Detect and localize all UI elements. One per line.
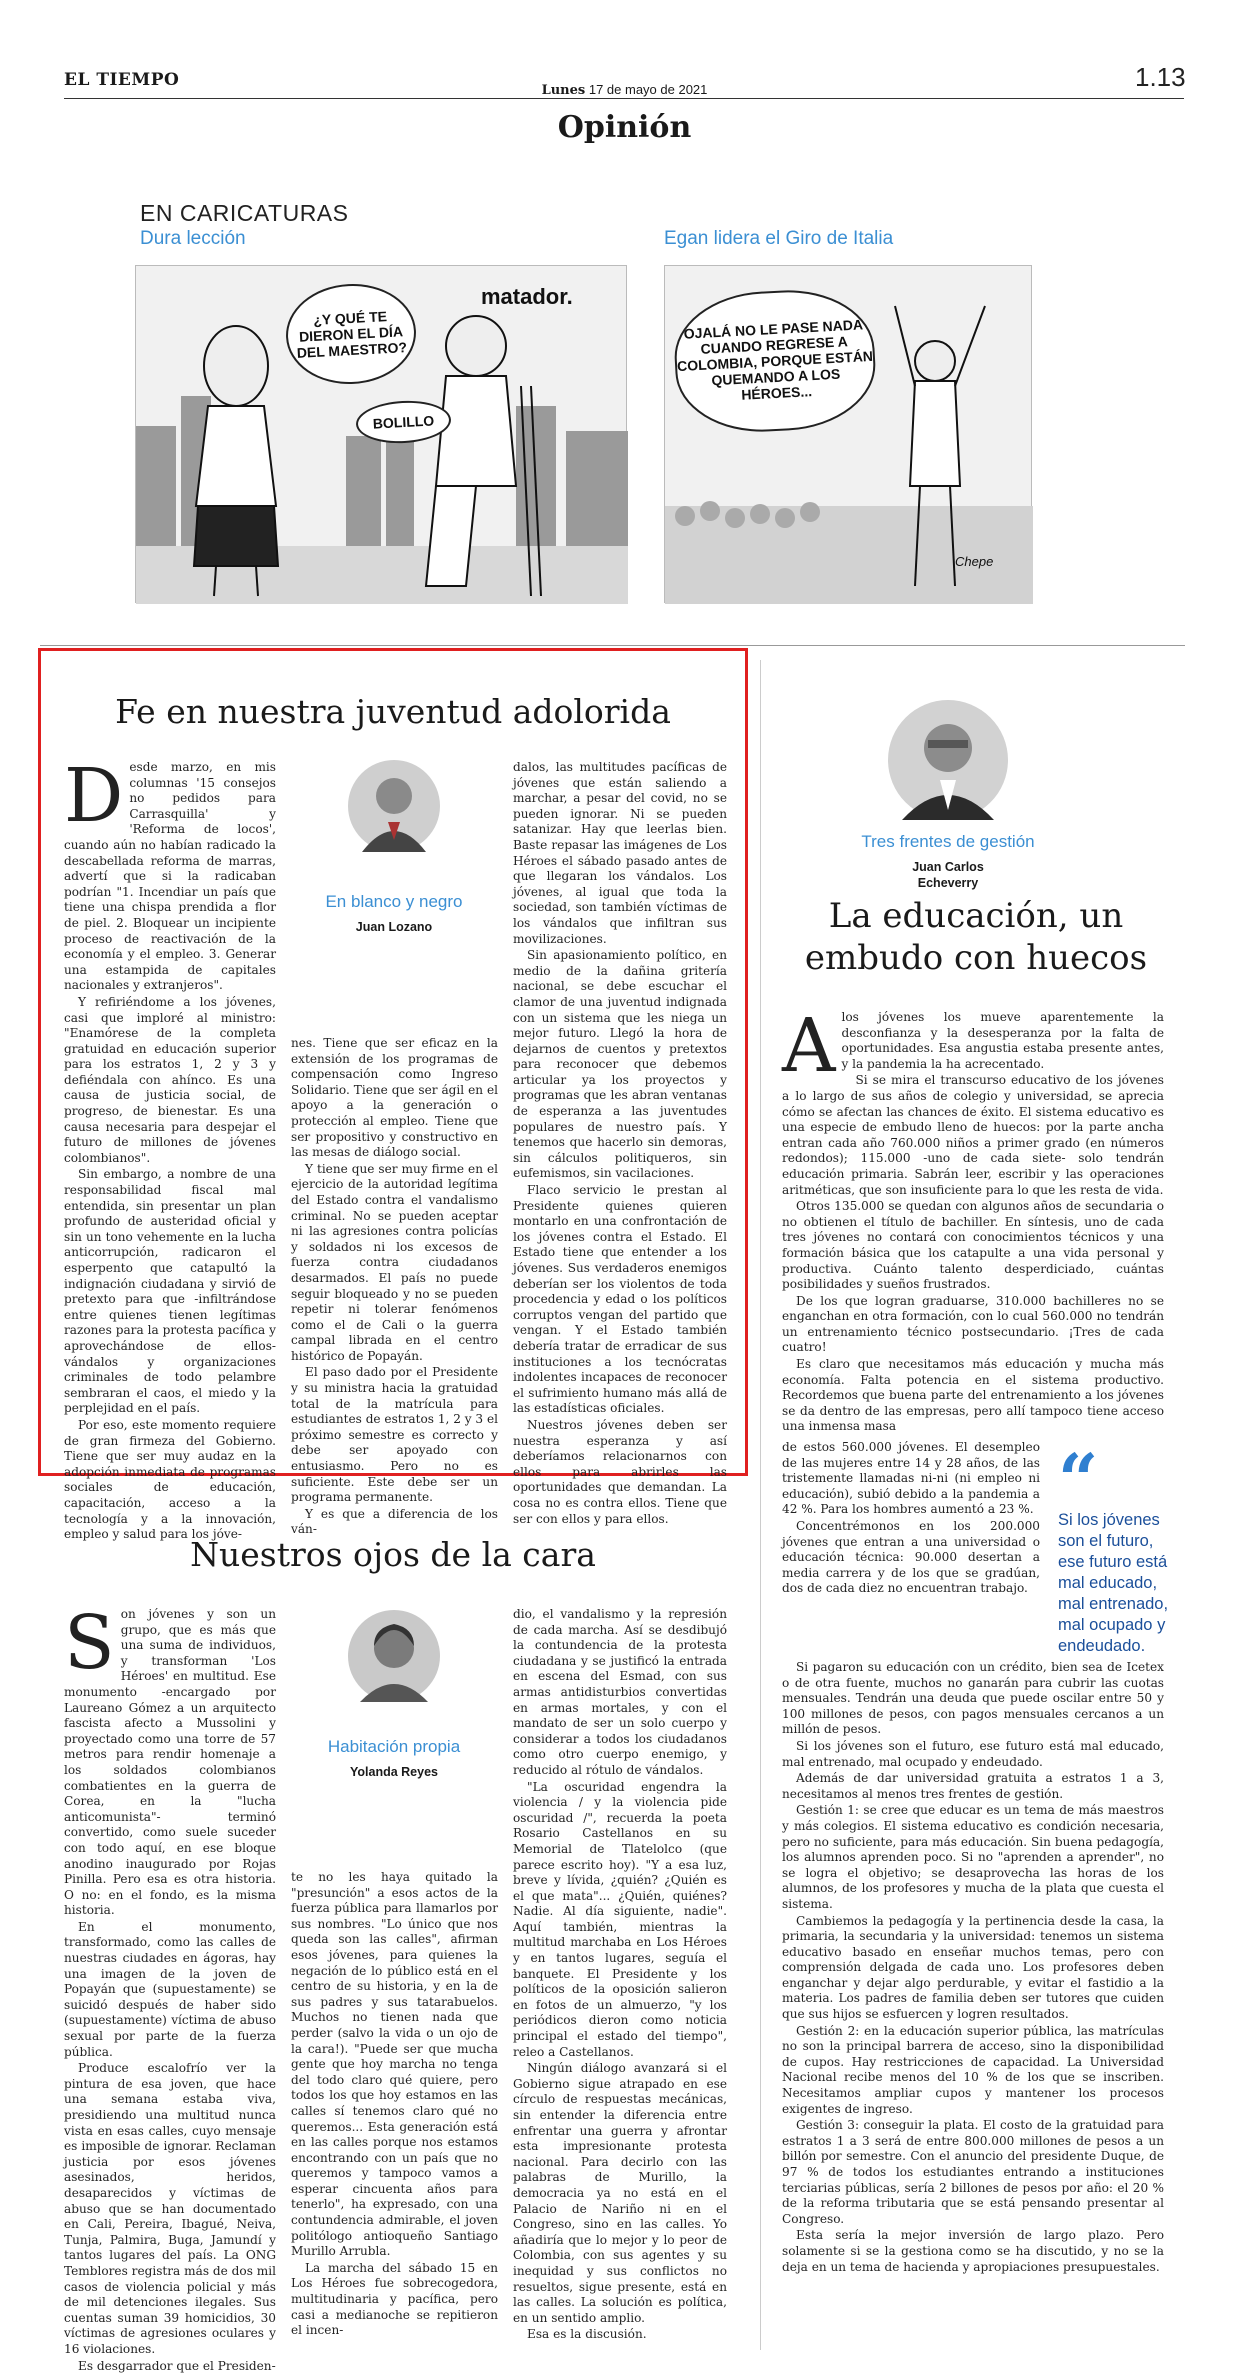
article3-paragraph: Gestión 3: conseguir la plata. El costo de la gratuidad para estratos 1 a 3 será de entre 800.000 millones de pesos a un billón por semestre. Con el anuncio del presidente Duque, de 97 % de todos los estudiantes entrando a instituciones terciarias públicas, sería 2 billones de pesos por año: el 20 % de la reforma tributaria que se está pensando presentar al Congreso. [782,2118,1164,2226]
article1-paragraph: Nuestros jóvenes deben ser nuestra esperanza y así deberíamos relacionarnos con ellos para abrirles las oportunidades que demandan. La cosa no es contra ellos. Tiene que ser con ellos y para ellos. [513,1417,727,1526]
article3-body-top [782,1003,1164,1436]
article3-paragraph: Cambiemos la pedagogía y la pertinencia desde la casa, la primaria, la secundaria y la universidad: tenemos un sistema educativo basado en enseñar muchos temas, pero con comprensión delgada de cada uno. Los profesores deben enganchar y dejar algo perdurable, y evitar el fastidio a la materia. Los padres de familia deben ser tutores que cuiden que sus hijos se esfuercen y logren resultados. [782,1913,1164,2022]
cartoon-left-bubble-answer: BOLILLO [355,399,452,446]
article1-title: Fe en nuestra juventud adolorida [115,692,671,731]
article3-drop-cap: A [782,1003,836,1089]
article3-paragraph: Gestión 2: en la educación superior pública, las matrículas no son la principal barrera de acceso, sino la disponibilidad de cupos. Hay restricciones de capacidad. La Universidad Nacional recibe menos del 10 % de los que se inscriben. Necesitamos ampliar cupos y mantener los procesos exigentes de ingreso. [782,2023,1164,2116]
article3-author-first: Juan Carlos [912,860,984,874]
article1-column-name: En blanco y negro [325,892,463,911]
article3-paragraph: De los que logran graduarse, 310.000 bachilleres no se enganchan en otra formación, con lo cual 560.000 no tendrán un entrenamiento técnico postsecundario. ¡Tres de cada cuatro! [782,1293,1164,1355]
article2-paragraph: "La oscuridad engendra la violencia / y la violencia pide oscuridad /", recuerda la poeta Rosario Castellanos en su Memorial de Tlatelolco (que parece escrito hoy). "Y a esa luz, breve y lívida, ¿quién? ¿Quién es el que mata"... ¿Quién, quiénes? Nadie. Al día siguiente, nadie". Aquí también, mientras la multitud marchaba en Los Héroes y en tantos lugares, seguía el banquete. El Presidente y los políticos de la oposición salieron en fotos de un almuerzo, "y los periódicos dieron como noticia principal el estado del tiempo", releo a Castellanos. [513,1779,727,2059]
article3-title [770,895,1182,979]
article2-paragraph: Es desgarrador que el Presiden- [78,2358,276,2373]
article3-paragraph: Si se mira el transcurso educativo de los jóvenes a lo largo de sus años de colegio y universidad, se aprecia cómo se afectan las chances de éxito. El sistema educativo es una especie de embudo lleno de huecos: por la parte ancha entran cada año 760.000 niños a primer grado (en números redondos); 115.000 -uno de cada siete- solo tendrán educación primaria. Sabrán leer, escribir y las operaciones aritméticas, que son insuficiente para lo que les resta de vida. [782,1073,1164,1197]
article3-title-line2: embudo con huecos [804,938,1148,978]
date-rest: 17 de mayo de 2021 [585,82,708,97]
cartoon-left-signature: matador. [481,284,573,309]
article3-paragraph: Además de dar universidad gratuita a estratos 1 a 3, necesitamos al menos tres frentes de gestión. [782,1771,1164,1801]
article2-paragraph: Produce escalofrío ver la pintura de esa joven, que hace una semana estaba viva, presidiendo una multitud nunca vista en esas calles, cuyo mensaje es imposible de ignorar. Reclaman justicia por esos jóvenes asesinados, heridos, desaparecidos y víctimas de abuso que se han documentado en Cali, Pereira, Ibagué, Neiva, Tunja, Palmira, Buga, Jamundí y tantos lugares del país. La ONG Temblores registra más de dos mil casos de violencia policial y más de mil detenciones ilegales. Sus cuentas suman 39 homicidios, 30 víctimas de agresiones oculares y 16 violaciones. [64,2061,276,2356]
dateline [0,82,1249,98]
section-title: Opinión [557,110,692,145]
article1-paragraph: El paso dado por el Presidente y su ministra hacia la gratuidad total de la matrícula para estudiantes de estratos 1, 2 y 3 el próximo semestre es correcto y debe ser apoyado con entusiasmo. Pero no es suficiente. Este debe ser un programa permanente. [291,1365,498,1505]
cartoon-left-bubble-question: ¿Y QUÉ TE DIERON EL DÍA DEL MAESTRO? [283,281,418,388]
cartoon-left [135,265,627,603]
cartoon-right-caption: Egan lidera el Giro de Italia [664,228,894,249]
article3-body-narrow [782,1440,1040,1598]
article2-paragraph: Ningún diálogo avanzará si el Gobierno sigue atrapado en ese círculo de respuestas mecánicas, sin entender la diferencia entre enfrentar una guerra y afrontar esta impresionante protesta nacional. Para decirlo con las palabras de Murillo, la democracia ya no está en el Palacio de Nariño ni en el Congreso, sino en las calles. Yo añadiría que lo mejor y lo peor de Colombia, con sus agentes y su inequidad y sus conflictos no resueltos, sigue presente, está en las calles. La solución es política, en un sentido amplio. [513,2061,727,2325]
article2-title: Nuestros ojos de la cara [190,1535,596,1574]
article3-author-last: Echeverry [917,876,979,890]
column-separator [760,660,761,2350]
article2-drop-cap: S [64,1600,115,1686]
article2-col2 [291,1870,498,2340]
article3-paragraph: Gestión 1: se cree que educar es un tema de más maestros y más colegios. El sistema educativo es condición necesaria, pero no suficiente, para más educación. Sin buena pedagogía, los alumnos aprenden poco. Si no "aprenden a aprender", no se logra el objetivo; se desaprovecha las horas de los alumnos, de los profesores y mucha de la plata que cuesta el sistema. [782,1803,1164,1911]
article1-paragraph: Por eso, este momento requiere de gran firmeza del Gobierno. Tiene que ser muy audaz en la adopción inmediata de programas sociales de educación, capacitación, acceso a la tecnología y a la innovación, empleo y salud para los jóve- [64,1417,276,1542]
article2-paragraph: La marcha del sábado 15 en Los Héroes fue sobrecogedora, multitudinaria y pacífica, pero casi a medianoche se repitieron el incen- [291,2260,498,2338]
article3-paragraph: de estos 560.000 jóvenes. El desempleo de las mujeres entre 14 y 28 años, de las tristemente llamadas ni-ni (ni empleo ni educación), subió debido a la pandemia a 42 %. Para los hombres aumentó a 23 %. [782,1440,1040,1517]
article1-col3 [513,760,727,1528]
article2-col1 [64,1600,276,2375]
article2-paragraph: En el monumento, transformado, como las calles de nuestras ciudades en ágoras, hay una imagen de la joven de Popayán que (supuestamente) se suicidó después de haber sido (supuestamente) víctima de abuso sexual por parte de la fuerza pública. [64,1919,276,2059]
article3-paragraph: Si pagaron su educación con un crédito, bien sea de Icetex o de otra fuente, muchos no ganarán para cubrir las cuotas mensuales. Tendrán una deuda que puede oscilar entre 50 y 100 millones de pesos, con pagos mensuales cercanos a un millón de pesos. [782,1660,1164,1737]
article1-paragraph: dalos, las multitudes pacíficas de jóvenes que están saliendo a marchar, a pesar del covid, no se pueden ignorar. Ni se pueden satanizar. Hay que leerlas bien. Baste repasar las imágenes de Los Héroes el sábado pasado antes de que llegaran los vándalos. Los jóvenes, al igual que toda la sociedad, son también víctimas de los vándalos que infiltran sus movilizaciones. [513,760,727,946]
page-number: 1.13 [1135,62,1186,92]
article1-paragraph: Flaco servicio le prestan al Presidente quienes quieren montarlo en una confrontación de los jóvenes contra el Estado. El Estado tiene que entender a los jóvenes. Sus verdaderos enemigos deberían ser los violentos de toda procedencia y edad o los políticos corruptos vengan del partido que vengan. Y el Estado también debería tratar de erradicar de sus instituciones a los tecnócratas indolentes incapaces de reconocer el sufrimiento humano más allá de las estadísticas oficiales. [513,1183,727,1416]
article1-author-photo [348,760,440,852]
quote-mark-icon: “ [1058,1438,1099,1521]
article3-author-photo [888,700,1008,820]
article3-column-name: Tres frentes de gestión [861,832,1035,851]
article1-paragraph: Sin embargo, a nombre de una responsabilidad fiscal mal entendida, sin presentar un plan profundo de austeridad oficial y sin un tono vehemente en la lucha anticorrupción, radicaron el esperpento que catapultó la indignación ciudadana y sirvió de pretexto para que -infiltrándose entre quienes tienen legítimas razones para la protesta pacífica y aprovechándose de ellos- vándalos y organizaciones criminales de todo pelambre sembraran el caos, el miedo y la perplejidad en el país. [64,1167,276,1416]
date-day: Lunes [541,83,586,98]
article1-paragraph: esde marzo, en mis columnas '15 consejos no pedidos para Carrasquilla' y 'Reforma de locos', cuando aún no habían radicado la descabellada reforma de marras, advertí que si la radicaban podrían "1. Incendiar un país que tiene una chispa prendida a flor de piel. 2. Bloquear un incipiente proceso de reactivación de la economía y el empleo. 3. Generar una estampida de capitales nacionales y extranjeros". [64,760,276,993]
article1-col2 [291,1036,498,1539]
article3-paragraph: Es claro que necesitamos más educación y mucha más economía. Falta potencia en el sistema productivo. Recordemos que buena parte del entrenamiento a los jóvenes se da dentro de las empresas, pero allí tampoco tiene acceso una inmensa masa [782,1357,1164,1434]
article1-col1 [64,753,276,1544]
article1-paragraph: nes. Tiene que ser eficaz en la extensión de los programas de compensación como Ingreso Solidario. Tiene que ser ágil en el apoyo a la generación o protección al empleo. Tiene que ser propositivo y constructivo en las mesas de diálogo social. [291,1036,498,1160]
article1-drop-cap: D [64,753,124,839]
article1-paragraph: Y refiriéndome a los jóvenes, casi que imploré al ministro: "Enamórese de la completa gratuidad en educación superior para los estratos 1, 2 y 3 y defiéndala con ahínco. Es una causa de justicia social, de progreso, de bienestar. Es una causa necesaria para despejar el futuro de millones de jóvenes colombianos". [64,994,276,1165]
pull-quote-text: Si los jóvenes son el futuro, ese futuro está mal educado, mal entrenado, mal ocupado y endeudado. [1058,1511,1169,1655]
article2-author-photo [348,1610,440,1702]
article3-paragraph: Si los jóvenes son el futuro, ese futuro está mal educado, mal entrenado, mal ocupado y endeudado. [782,1738,1164,1769]
article2-paragraph: on jóvenes y son un grupo, que es más que una suma de individuos, y transforman 'Los Héroes' en multitud. Ese monumento -encargado por Laureano Gómez a un arquitecto fascista afecto a Mussolini y proyectado como una torre de 57 metros para rendir homenaje a los soldados colombianos combatientes en la guerra de Corea, en la "lucha anticomunista"- terminó convertido, como suele suceder con todo aquí, en ese bloque anodino inaugurado por Rojas Pinilla. Pero esa es otra historia. O no: en el fondo, es la misma historia. [64,1607,276,1918]
section-divider [40,645,1185,646]
article3-title-line1: La educación, un [828,896,1124,936]
newspaper-brand: EL TIEMPO [64,70,180,90]
article3-paragraph: los jóvenes los mueve aparentemente la desconfianza y la desesperanza por la falta de oportunidades. Esa angustia estaba presente antes, y la pandemia la ha acrecentado. [841,1010,1164,1071]
article1-paragraph: Y tiene que ser muy firme en el ejercicio de la autoridad legítima del Estado contra el vandalismo criminal. No se pueden aceptar ni las agresiones contra policías y soldados ni los excesos de fuerza contra ciudadanos desarmados. El país no puede seguir bloqueado y no se pueden repetir ni tolerar fenómenos como el de Cali o la guerra campal librada en el centro histórico de Popayán. [291,1161,498,1363]
cartoon-right-signature: Chepe [955,554,994,569]
article2-author: Yolanda Reyes [349,1765,438,1779]
caricaturas-title: EN CARICATURAS [140,200,349,226]
article1-paragraph: Sin apasionamiento político, en medio de la dañina gritería nacional, se debe escuchar el clamor de una juventud indignada con un sistema que les niega un mejor futuro. Llegó la hora de dejarnos de cuentos y pretextos para reconocer que debemos articular ya los proyectos y programas que les abran ventanas de esperanza a las juventudes populares de nuestro país. Y tenemos que hacerlo sin demoras, sin cálculos politiqueros, sin eufemismos, sin vacilaciones. [513,948,727,1181]
cartoon-left-caption: Dura lección [140,228,246,249]
woman-figure [194,326,278,596]
cartoon-right [664,265,1032,603]
article2-paragraph: dio, el vandalismo y la represión de cada marcha. Así se desdibujó la contundencia de la protesta ciudadana y se justificó la entrada en escena del Esmad, con sus armas antidisturbios convertidas en armas mortales, y con el mandato de ser un solo cuerpo y considerar a todos los ciudadanos como otro cuerpo enemigo, y reducido al rótulo de vándalos. [513,1607,727,1777]
article3-paragraph: Concentrémonos en los 200.000 jóvenes que entran a una universidad o educación técnica: 90.000 desertan a media carrera y de los que se gradúan, dos de cada diez no encuentran trabajo. [782,1518,1040,1596]
article2-paragraph: te no les haya quitado la "presunción" a esos actos de la fuerza pública para llamarlos por sus nombres. "Lo único que nos queda son las calles", afirman esos jóvenes, para quienes la negación de lo público está en el centro de su historia, y en la de sus padres y sus tatarabuelos. Muchos no tienen nada que perder (salvo la vida o un ojo de la cara!). "Puede ser que mucha gente que hoy marcha no tenga del todo claro qué quiere, pero todos los que hoy estamos en las calles sí tenemos claro qué no queremos... Esta generación está en las calles porque nos estamos encontrando con un país que no queremos y tampoco vamos a esperar cincuenta años para tenerlo", ha expresado, con una contundencia admirable, el joven politólogo antioqueño Santiago Murillo Arrubla. [291,1870,498,2259]
article3-paragraph: Otros 135.000 se quedan con algunos años de secundaria o no obtienen el título de bachiller. En síntesis, uno de cada tres jóvenes no contará con conocimientos técnicos y una formación básica que los catapulte a una vida personal y productiva. Cuánto talento desperdiciado, cuántas posibilidades y sueños frustrados. [782,1199,1164,1292]
article2-column-name: Habitación propia [327,1737,461,1756]
article3-pull-quote [1058,1438,1182,1657]
article2-paragraph: Esa es la discusión. [527,2327,647,2342]
article2-col3 [513,1607,727,2344]
header-rule [64,98,1184,99]
article3-body-bottom [782,1660,1164,2276]
article1-paragraph: Y es que a diferencia de los ván- [291,1506,498,1537]
article1-author: Juan Lozano [355,920,433,934]
article3-paragraph: Esta sería la mejor inversión de largo plazo. Pero solamente si se la gestiona como se ha discutido, y no se la deja en un tema de hacienda y apropiaciones presupuestales. [782,2228,1164,2274]
cartoon-right-bubble: OJALÁ NO LE PASE NADA CUANDO REGRESE A COLOMBIA, PORQUE ESTÁN QUEMANDO A LOS HÉROES... [671,286,878,436]
